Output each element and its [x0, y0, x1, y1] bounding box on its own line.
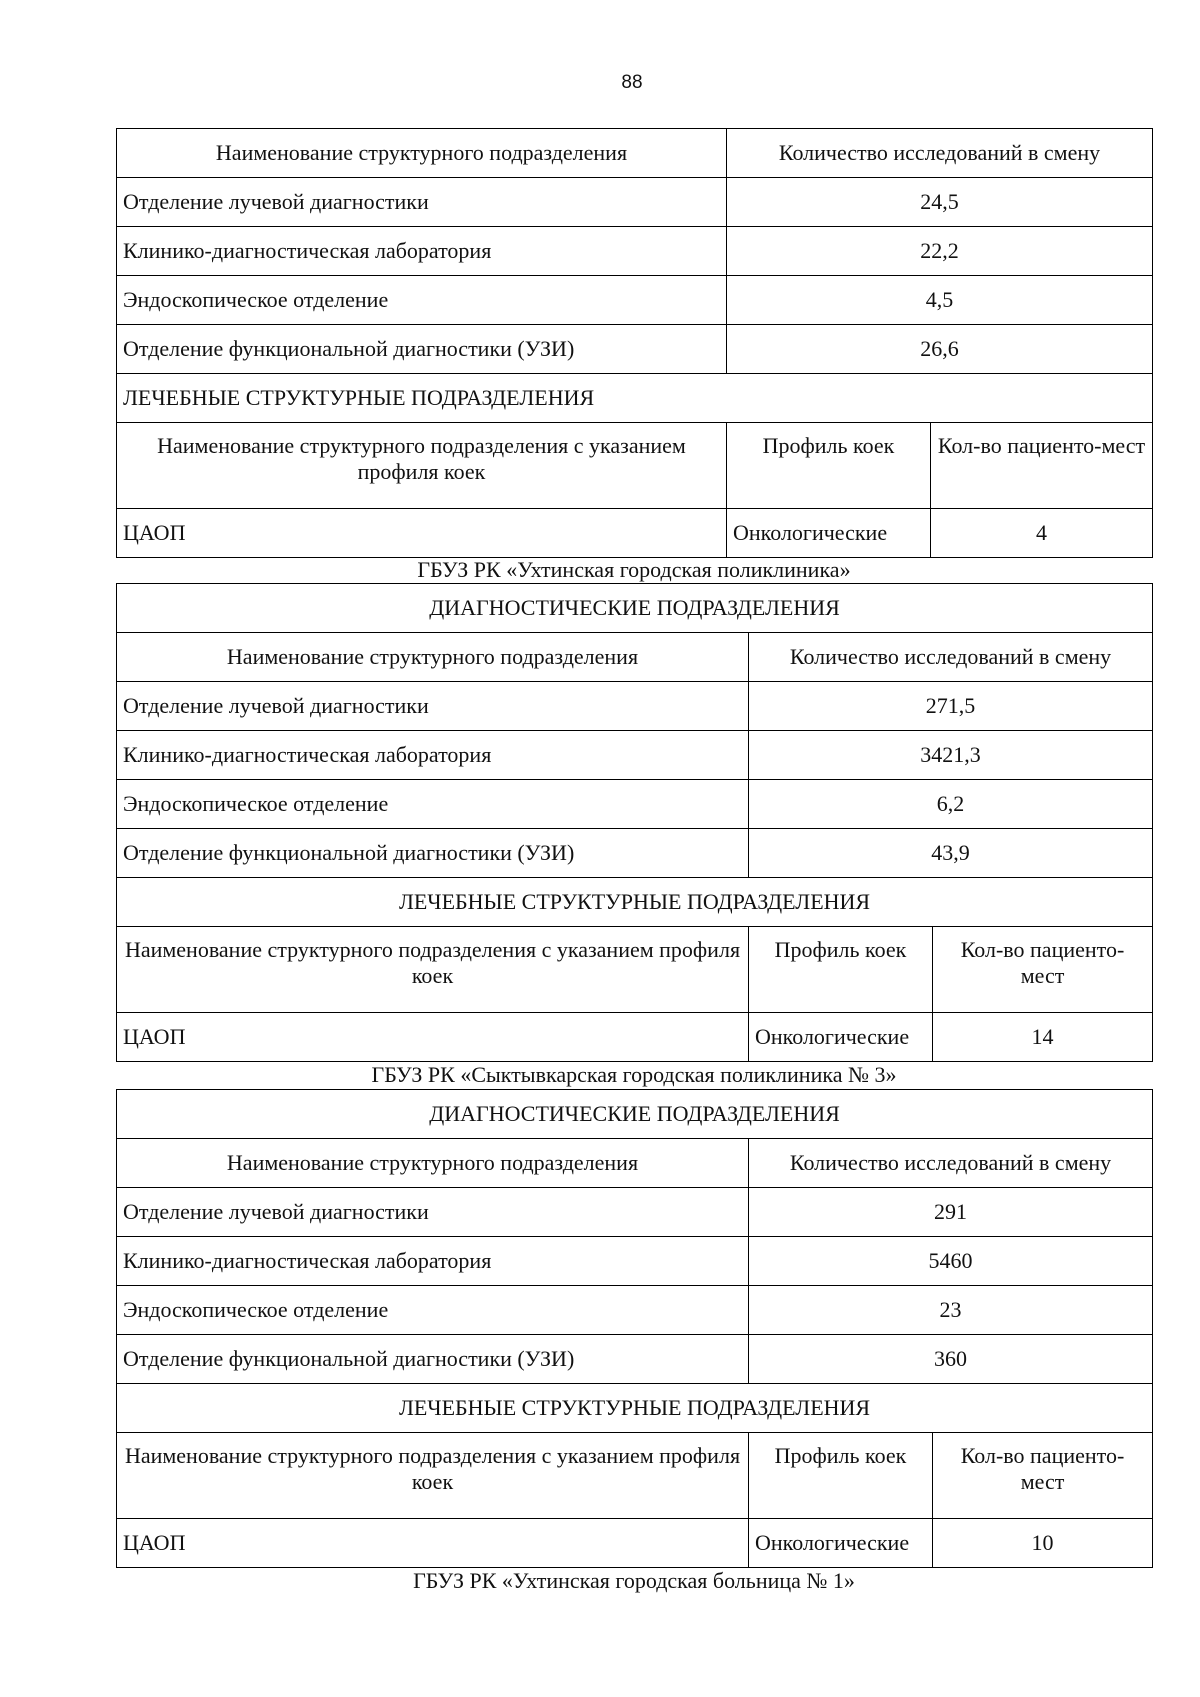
studies-value-cell: 5460	[749, 1237, 1153, 1286]
table-ukhta-hospital-1	[116, 1089, 1153, 1568]
header-unit-name-with-profile: Наименование структурного подразделения с указанием профиля коек	[117, 927, 749, 1013]
studies-value-cell: 4,5	[727, 276, 1153, 325]
page-number: 88	[621, 72, 643, 93]
studies-value-cell: 360	[749, 1335, 1153, 1384]
studies-value-cell: 26,6	[727, 325, 1153, 374]
table-row	[117, 829, 1153, 878]
header-unit-name: Наименование структурного подразделения	[117, 633, 749, 682]
studies-value-cell: 43,9	[749, 829, 1153, 878]
table-row	[117, 1013, 1153, 1062]
section-title-row	[117, 1090, 1153, 1139]
table-header-row	[117, 633, 1153, 682]
patient-places-cell: 10	[933, 1519, 1153, 1568]
table-row	[117, 682, 1153, 731]
table-row	[117, 509, 1153, 558]
patient-places-cell: 4	[931, 509, 1153, 558]
table-row	[117, 731, 1153, 780]
table-syktyvkar-polyclinic-3	[116, 583, 1153, 1062]
table-row	[117, 325, 1153, 374]
header-patient-places: Кол-во пациенто-мест	[933, 927, 1153, 1013]
bed-profile-cell: Онкологические	[749, 1519, 933, 1568]
unit-name-cell: Отделение лучевой диагностики	[117, 682, 749, 731]
table-caption: ГБУЗ РК «Ухтинская городская больница № 1»	[413, 1568, 855, 1593]
header-bed-profile: Профиль коек	[749, 1433, 933, 1519]
unit-name-cell: Эндоскопическое отделение	[117, 780, 749, 829]
studies-value-cell: 22,2	[727, 227, 1153, 276]
section-title-treatment: ЛЕЧЕБНЫЕ СТРУКТУРНЫЕ ПОДРАЗДЕЛЕНИЯ	[117, 374, 1153, 423]
table-ukhta-polyclinic	[116, 128, 1153, 558]
table-row	[117, 1519, 1153, 1568]
table-row	[117, 1237, 1153, 1286]
bed-profile-cell: Онкологические	[749, 1013, 933, 1062]
studies-value-cell: 271,5	[749, 682, 1153, 731]
table-subheader-row	[117, 927, 1153, 1013]
studies-value-cell: 6,2	[749, 780, 1153, 829]
table-row	[117, 1286, 1153, 1335]
table-subheader-row	[117, 1433, 1153, 1519]
table-row	[117, 780, 1153, 829]
table-subheader-row	[117, 423, 1153, 509]
header-unit-name-with-profile: Наименование структурного подразделения с указанием профиля коек	[117, 423, 727, 509]
unit-name-cell: Эндоскопическое отделение	[117, 1286, 749, 1335]
table-header-row	[117, 1139, 1153, 1188]
section-title-treatment: ЛЕЧЕБНЫЕ СТРУКТУРНЫЕ ПОДРАЗДЕЛЕНИЯ	[117, 878, 1153, 927]
header-unit-name-with-profile: Наименование структурного подразделения с указанием профиля коек	[117, 1433, 749, 1519]
table-row	[117, 1188, 1153, 1237]
table-row	[117, 1335, 1153, 1384]
unit-name-cell: Клинико-диагностическая лаборатория	[117, 731, 749, 780]
section-title-row	[117, 374, 1153, 423]
treatment-unit-cell: ЦАОП	[117, 1013, 749, 1062]
section-title-row	[117, 1384, 1153, 1433]
header-bed-profile: Профиль коек	[749, 927, 933, 1013]
header-unit-name: Наименование структурного подразделения	[117, 129, 727, 178]
unit-name-cell: Клинико-диагностическая лаборатория	[117, 227, 727, 276]
studies-value-cell: 3421,3	[749, 731, 1153, 780]
patient-places-cell: 14	[933, 1013, 1153, 1062]
section-title-treatment: ЛЕЧЕБНЫЕ СТРУКТУРНЫЕ ПОДРАЗДЕЛЕНИЯ	[117, 1384, 1153, 1433]
header-studies-per-shift: Количество исследований в смену	[727, 129, 1153, 178]
table-row	[117, 276, 1153, 325]
table-row	[117, 178, 1153, 227]
header-studies-per-shift: Количество исследований в смену	[749, 633, 1153, 682]
treatment-unit-cell: ЦАОП	[117, 1519, 749, 1568]
header-unit-name: Наименование структурного подразделения	[117, 1139, 749, 1188]
bed-profile-cell: Онкологические	[727, 509, 931, 558]
section-title-row	[117, 878, 1153, 927]
table-header-row	[117, 129, 1153, 178]
studies-value-cell: 24,5	[727, 178, 1153, 227]
header-patient-places: Кол-во пациенто-мест	[931, 423, 1153, 509]
table-caption: ГБУЗ РК «Ухтинская городская поликлиника»	[417, 557, 851, 582]
unit-name-cell: Отделение лучевой диагностики	[117, 178, 727, 227]
studies-value-cell: 291	[749, 1188, 1153, 1237]
unit-name-cell: Отделение функциональной диагностики (УЗИ)	[117, 829, 749, 878]
studies-value-cell: 23	[749, 1286, 1153, 1335]
header-patient-places: Кол-во пациенто-мест	[933, 1433, 1153, 1519]
unit-name-cell: Эндоскопическое отделение	[117, 276, 727, 325]
unit-name-cell: Клинико-диагностическая лаборатория	[117, 1237, 749, 1286]
table-caption: ГБУЗ РК «Сыктывкарская городская поликлиника № 3»	[371, 1062, 897, 1087]
unit-name-cell: Отделение функциональной диагностики (УЗИ)	[117, 325, 727, 374]
section-title-row	[117, 584, 1153, 633]
unit-name-cell: Отделение функциональной диагностики (УЗИ)	[117, 1335, 749, 1384]
table-row	[117, 227, 1153, 276]
header-studies-per-shift: Количество исследований в смену	[749, 1139, 1153, 1188]
unit-name-cell: Отделение лучевой диагностики	[117, 1188, 749, 1237]
treatment-unit-cell: ЦАОП	[117, 509, 727, 558]
section-title-diagnostic: ДИАГНОСТИЧЕСКИЕ ПОДРАЗДЕЛЕНИЯ	[117, 584, 1153, 633]
header-bed-profile: Профиль коек	[727, 423, 931, 509]
section-title-diagnostic: ДИАГНОСТИЧЕСКИЕ ПОДРАЗДЕЛЕНИЯ	[117, 1090, 1153, 1139]
